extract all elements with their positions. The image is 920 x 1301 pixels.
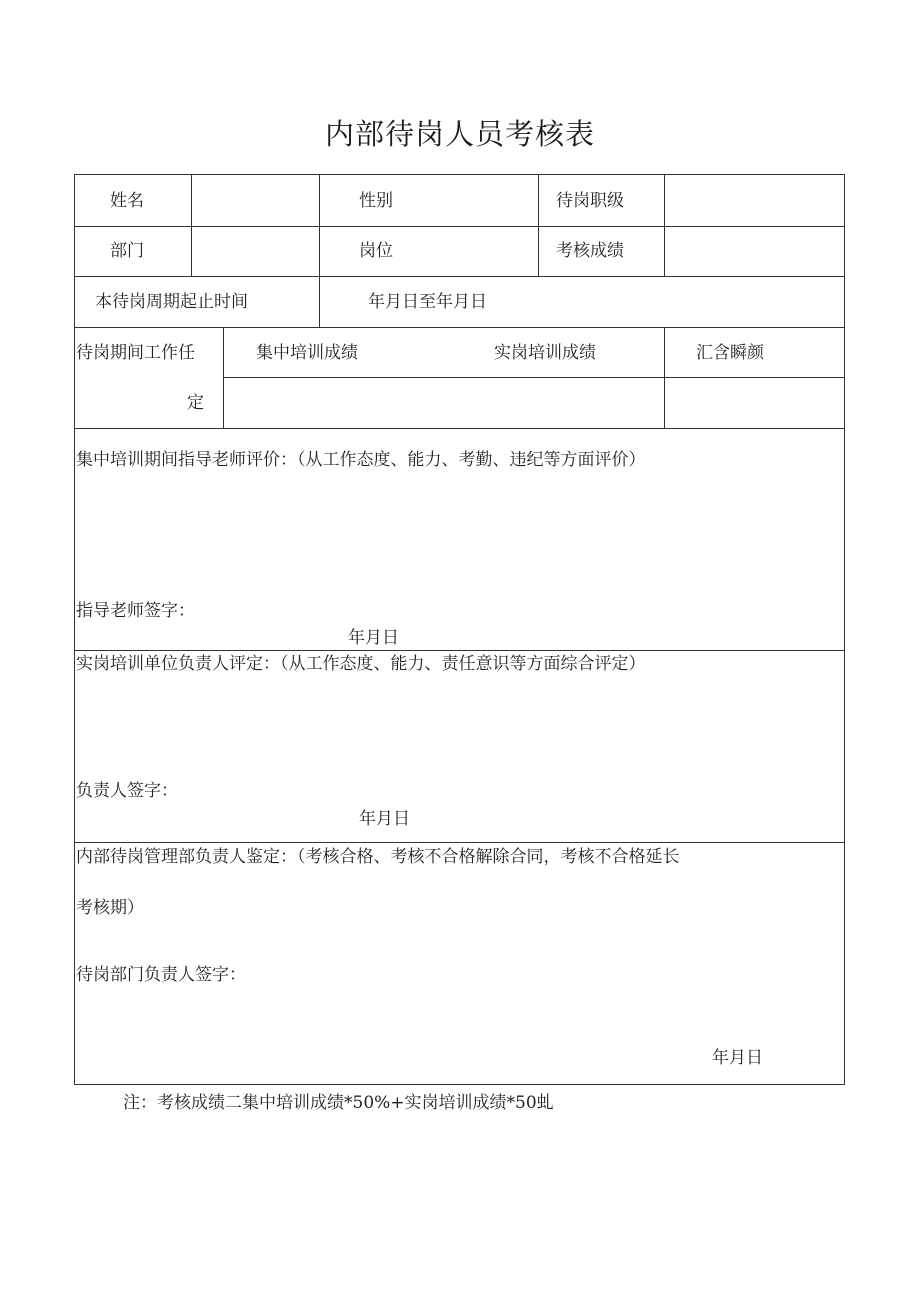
col-divider	[664, 175, 665, 276]
row-divider	[75, 327, 844, 328]
row-divider	[75, 842, 844, 843]
dept-head-date: 年月日	[712, 1048, 763, 1068]
footnote: 注：考核成绩二集中培训成绩*50%+实岗培训成绩*50虬	[123, 1093, 554, 1113]
management-appraisal-heading: 内部待岗管理部负责人鉴定：（考核合格、考核不合格解除合同，考核不合格延长	[76, 847, 680, 867]
col-divider	[191, 175, 192, 276]
page-title: 内部待岗人员考核表	[324, 117, 595, 151]
row-divider	[75, 428, 844, 429]
dept-label: 部门	[110, 241, 144, 261]
name-label: 姓名	[110, 191, 144, 211]
row-divider	[75, 650, 844, 651]
unit-date: 年月日	[359, 809, 410, 829]
summary-header: 汇含瞬颜	[696, 343, 764, 363]
level-label: 待岗职级	[556, 191, 624, 211]
score-label: 考核成绩	[556, 241, 624, 261]
gender-label: 性别	[359, 191, 393, 211]
period-label: 本待岗周期起止时间	[95, 292, 248, 312]
row-divider	[75, 276, 844, 277]
task-label: 待岗期间工作任	[76, 343, 195, 363]
mentor-date: 年月日	[348, 628, 399, 648]
unit-signature-label: 负责人签字：	[76, 781, 178, 801]
management-appraisal-heading-continued: 考核期）	[76, 898, 144, 918]
unit-evaluation-heading: 实岗培训单位负责人评定：（从工作态度、能力、责任意识等方面综合评定）	[76, 654, 646, 674]
col-divider	[664, 327, 665, 428]
task-subrow-divider	[223, 377, 844, 378]
task-label-continued: 定	[187, 393, 204, 413]
period-value: 年月日至年月日	[368, 292, 487, 312]
assessment-table	[74, 174, 845, 1085]
col-divider	[319, 175, 320, 327]
post-label: 岗位	[359, 241, 393, 261]
mentor-evaluation-heading: 集中培训期间指导老师评价：（从工作态度、能力、考勤、违纪等方面评价）	[76, 450, 646, 470]
dept-head-signature-label: 待岗部门负责人签字：	[76, 965, 246, 985]
central-training-score-header: 集中培训成绩	[256, 343, 358, 363]
col-divider	[223, 327, 224, 428]
onsite-training-score-header: 实岗培训成绩	[494, 343, 596, 363]
col-divider	[538, 175, 539, 276]
mentor-signature-label: 指导老师签字：	[76, 601, 195, 621]
